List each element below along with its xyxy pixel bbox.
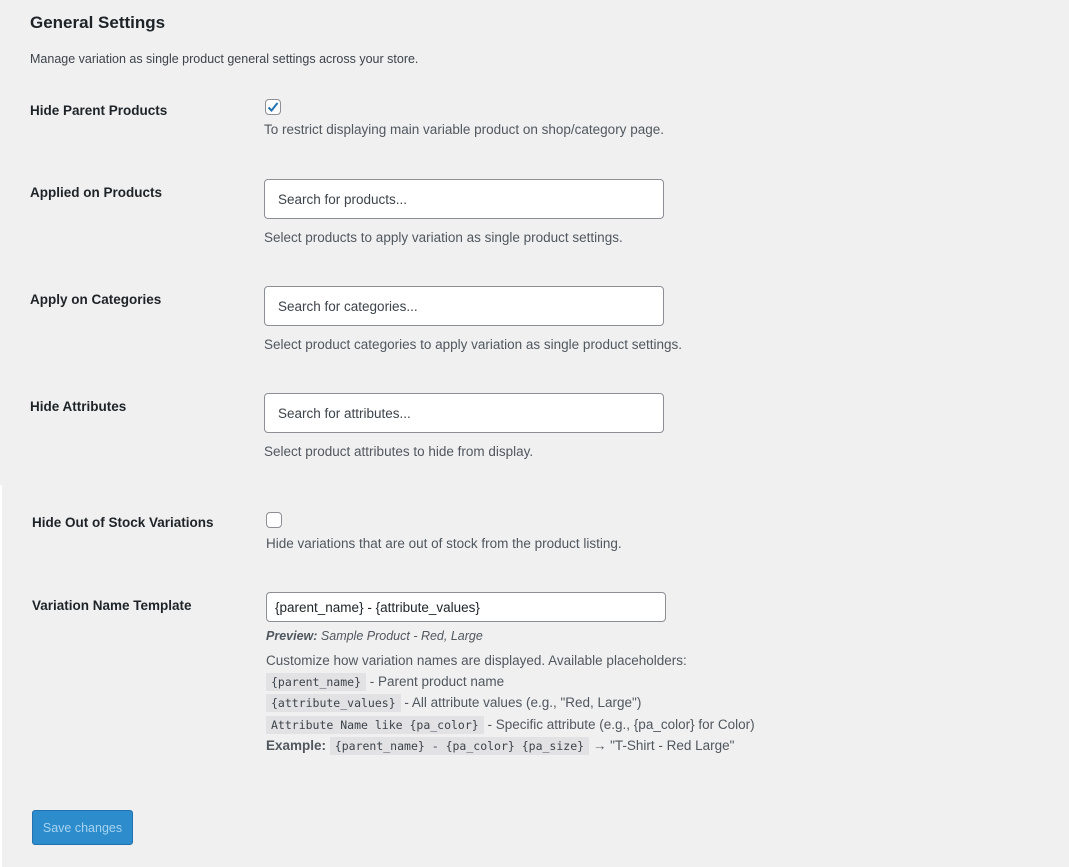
- template-help: Customize how variation names are displayed. Available placeholders:: [266, 653, 687, 668]
- products-search-input[interactable]: [264, 179, 664, 219]
- placeholder-text: - Specific attribute (e.g., {pa_color} for Color): [487, 717, 755, 732]
- placeholder-item: [266, 717, 755, 732]
- checkmark-icon: [266, 100, 280, 114]
- example-code: {parent_name} - {pa_color} {pa_size}: [330, 737, 589, 755]
- hide-parent-checkbox[interactable]: [265, 99, 281, 115]
- categories-label: Apply on Categories: [30, 292, 162, 307]
- placeholder-text: - Parent product name: [369, 674, 505, 689]
- out-of-stock-desc: Hide variations that are out of stock from the product listing.: [266, 536, 622, 551]
- example-line: [266, 738, 734, 753]
- example-result: → "T-Shirt - Red Large": [592, 738, 735, 753]
- placeholder-item: [266, 695, 641, 710]
- preview-value: Sample Product - Red, Large: [320, 629, 483, 643]
- attributes-desc: Select product attributes to hide from display.: [264, 444, 534, 459]
- placeholder-code: {attribute_values}: [266, 694, 401, 712]
- attributes-search-input[interactable]: [264, 393, 664, 433]
- example-label: Example:: [266, 738, 327, 753]
- attributes-label: Hide Attributes: [30, 399, 127, 414]
- save-changes-button[interactable]: Save changes: [32, 810, 133, 845]
- products-label: Applied on Products: [30, 185, 163, 200]
- hide-parent-label: Hide Parent Products: [30, 103, 168, 118]
- out-of-stock-checkbox[interactable]: [266, 512, 282, 528]
- products-desc: Select products to apply variation as single product settings.: [264, 230, 623, 245]
- placeholder-code: {parent_name}: [266, 673, 366, 691]
- template-input[interactable]: [266, 592, 666, 622]
- out-of-stock-label: Hide Out of Stock Variations: [32, 515, 214, 530]
- placeholder-text: - All attribute values (e.g., "Red, Large"): [404, 695, 642, 710]
- categories-search-input[interactable]: [264, 286, 664, 326]
- placeholder-code: Attribute Name like {pa_color}: [266, 716, 484, 734]
- hide-parent-desc: To restrict displaying main variable product on shop/category page.: [264, 122, 664, 137]
- placeholder-item: [266, 674, 504, 689]
- categories-desc: Select product categories to apply variation as single product settings.: [264, 337, 682, 352]
- intro-text: Manage variation as single product general settings across your store.: [30, 52, 419, 66]
- page-title: General Settings: [30, 13, 166, 32]
- preview-label: Preview:: [266, 629, 318, 643]
- template-label: Variation Name Template: [32, 598, 192, 613]
